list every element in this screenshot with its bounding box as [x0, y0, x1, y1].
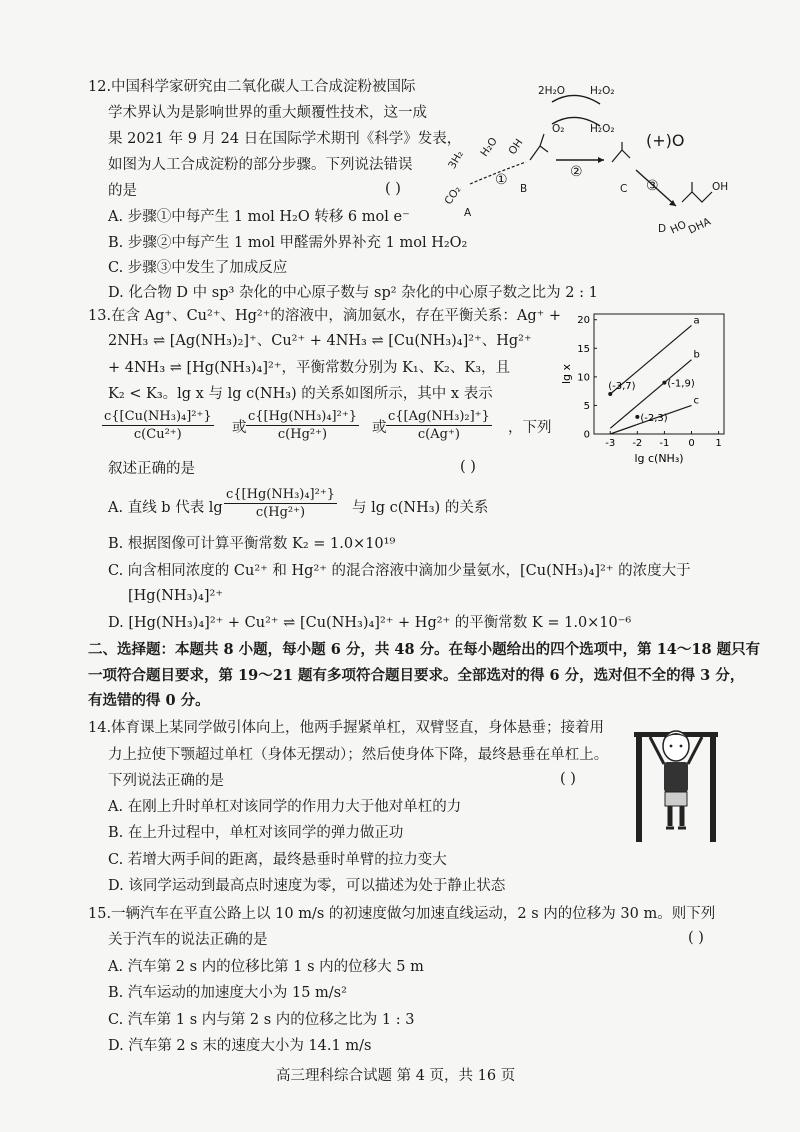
q14-option-c: C. 若增大两手间的距离，最终悬垂时单臂的拉力变大: [108, 852, 447, 868]
diagram-o2: O₂: [552, 123, 565, 135]
pull-up-illustration: [630, 718, 722, 844]
q13-fraction-hg: [246, 408, 359, 443]
y-axis-label: lg x: [560, 363, 573, 385]
q13-line-4: K₂ < K₃。lg x 与 lg c(NH₃) 的关系如图所示，其中 x 表示: [108, 386, 493, 402]
q13-fraction-hg-numerator: c{[Hg(NH₃)₄]²⁺}: [248, 409, 357, 424]
q12-line-1: 12.中国科学家研究由二氧化碳人工合成淀粉被国际: [88, 79, 416, 95]
diagram-label-d: D: [658, 223, 667, 235]
diagram-h2o2-mid: H₂O₂: [590, 123, 615, 135]
x-tick-label: 1: [715, 438, 722, 449]
y-tick-label: 20: [577, 315, 590, 327]
x-tick-label: -3: [605, 438, 616, 449]
y-tick-label: 10: [577, 372, 590, 384]
q15-option-d: D. 汽车第 2 s 末的速度大小为 14.1 m/s: [108, 1038, 372, 1054]
diagram-co2: CO₂: [442, 183, 464, 207]
q12-option-b: B. 步骤②中每产生 1 mol 甲醛需外界补充 1 mol H₂O₂: [108, 235, 468, 251]
q15-line-2: 关于汽车的说法正确的是: [108, 932, 268, 948]
series-label-a: a: [693, 315, 700, 327]
q15-line-1: 15.一辆汽车在平直公路上以 10 m/s 的初速度做匀加速直线运动，2 s 内的位移为 30 m。则下列: [88, 906, 716, 922]
q13-option-c-1: C. 向含相同浓度的 Cu²⁺ 和 Hg²⁺ 的混合溶液中滴加少量氨水，[Cu(NH₃)₄]²⁺ 的浓度大于: [108, 563, 691, 579]
diagram-oh-2: OH: [712, 181, 729, 193]
q13-fraction-ag-numerator: c{[Ag(NH₃)₂]⁺}: [388, 409, 490, 424]
data-point: [608, 392, 612, 396]
q14-option-d: D. 该同学运动到最高点时速度为零，可以描述为处于静止状态: [108, 878, 506, 894]
q13-line-2: 2NH₃ ⇌ [Ag(NH₃)₂]⁺、Cu²⁺ + 4NH₃ ⇌ [Cu(NH₃)₄]²⁺、Hg²⁺: [108, 333, 532, 349]
q13-or-2: 或: [372, 420, 387, 436]
q13-fraction-cu: [102, 408, 214, 443]
y-tick-label: 15: [577, 343, 590, 355]
q13-option-c-2: [Hg(NH₃)₄]²⁺: [128, 588, 223, 604]
q13-line-6: 叙述正确的是: [108, 461, 195, 477]
section-2-line-3: 有选错的得 0 分。: [88, 692, 210, 709]
q12-option-d: D. 化合物 D 中 sp³ 杂化的中心原子数与 sp² 杂化的中心原子数之比为 2 : 1: [108, 285, 598, 301]
q15-option-b: B. 汽车运动的加速度大小为 15 m/s²: [108, 985, 347, 1001]
diagram-3h2: 3H₂: [446, 148, 466, 171]
q12-option-a: A. 步骤①中每产生 1 mol H₂O 转移 6 mol e⁻: [108, 209, 410, 225]
x-tick-label: 0: [688, 438, 695, 449]
formaldehyde-structure: [612, 142, 630, 162]
q14-line-3: 下列说法正确的是: [108, 773, 224, 789]
q15-option-c: C. 汽车第 1 s 内与第 2 s 内的位移之比为 1 : 3: [108, 1012, 415, 1028]
diagram-handwriting: (+)O: [646, 131, 685, 150]
y-tick-label: 0: [583, 429, 590, 441]
q13-option-a-prefix: A. 直线 b 代表 lg: [108, 500, 223, 516]
q13-fraction-ag: [386, 408, 492, 443]
x-tick-label: -1: [659, 438, 670, 449]
q12-answer-bracket: ( ): [385, 181, 401, 197]
diagram-h2o2-top: H₂O₂: [590, 85, 615, 97]
q13-option-a-numerator: c{[Hg(NH₃)₄]²⁺}: [226, 487, 335, 502]
q13-fraction-cu-denominator: c(Cu²⁺): [133, 427, 182, 442]
q15-answer-bracket: ( ): [688, 930, 704, 946]
q14-option-b: B. 在上升过程中，单杠对该同学的弹力做正功: [108, 825, 404, 841]
q13-option-d: D. [Hg(NH₃)₄]²⁺ + Cu²⁺ ⇌ [Cu(NH₃)₄]²⁺ + Hg²⁺ 的平衡常数 K = 1.0×10⁻⁶: [108, 615, 632, 631]
q13-option-a-suffix: 与 lg c(NH₃) 的关系: [352, 500, 489, 516]
data-point: [662, 381, 666, 385]
y-tick-label: 5: [583, 400, 590, 412]
diagram-step3: ③: [646, 178, 659, 194]
series-label-b: b: [693, 349, 700, 361]
diagram-step2: ②: [570, 164, 583, 180]
q15-option-a: A. 汽车第 2 s 内的位移比第 1 s 内的位移大 5 m: [108, 959, 424, 975]
q14-line-1: 14.体育课上某同学做引体向上，他两手握紧单杠，双臂竖直，身体悬垂；接着用: [88, 720, 605, 736]
q14-option-a: A. 在刚上升时单杠对该同学的作用力大于他对单杠的力: [108, 799, 462, 815]
diagram-dha: DHA: [686, 215, 713, 237]
diagram-oh: OH: [506, 136, 526, 157]
q13-fraction-hg-denominator: c(Hg²⁺): [277, 427, 328, 442]
q13-line-3: + 4NH₃ ⇌ [Hg(NH₃)₄]²⁺，平衡常数分别为 K₁、K₂、K₃，且: [108, 360, 511, 376]
diagram-label-a: A: [464, 207, 472, 219]
q13-line-5-tail: ，下列: [508, 420, 552, 436]
q13-answer-bracket: ( ): [460, 459, 476, 475]
q13-fraction-ag-denominator: c(Ag⁺): [417, 427, 460, 442]
q13-option-a-fraction: [224, 486, 337, 521]
methanol-structure: [530, 134, 548, 160]
series-label-c: c: [693, 395, 699, 407]
data-point-label: (-1,9): [667, 378, 695, 390]
q12-line-3: 果 2021 年 9 月 24 日在国际学术期刊《科学》发表，: [108, 131, 462, 147]
data-point-label: (-3,7): [608, 381, 636, 392]
x-tick-label: -2: [632, 438, 643, 449]
diagram-ho: HO: [668, 218, 689, 237]
q13-fraction-cu-numerator: c{[Cu(NH₃)₄]²⁺}: [104, 409, 212, 424]
diagram-label-c: C: [620, 183, 628, 195]
q14-answer-bracket: ( ): [560, 771, 576, 787]
q13-line-1: 13.在含 Ag⁺、Cu²⁺、Hg²⁺的溶液中，滴加氨水，存在平衡关系：Ag⁺ +: [88, 308, 562, 324]
q12-line-5: 的是: [108, 183, 137, 199]
lgx-vs-lgcnh3-chart: [560, 306, 730, 476]
q12-line-2: 学术界认为是影响世界的重大颠覆性技术，这一成: [108, 105, 427, 121]
q13-option-a-denominator: c(Hg²⁺): [255, 505, 306, 520]
x-axis-label: lg c(NH₃): [634, 452, 684, 465]
page-footer: 高三理科综合试题 第 4 页，共 16 页: [276, 1068, 516, 1084]
section-2-line-2: 一项符合题目要求，第 19～21 题有多项符合题目要求。全部选对的得 6 分，选对但不全的得 3 分，: [88, 667, 745, 684]
diagram-step1: ①: [495, 172, 508, 188]
arrow-step2-head: [598, 157, 604, 163]
diagram-2h2o: 2H₂O: [538, 85, 566, 97]
q14-line-2: 力上拉使下颚超过单杠（身体无摆动）；然后使身体下降，最终悬垂在单杠上。: [108, 747, 609, 763]
q12-line-4: 如图为人工合成淀粉的部分步骤。下列说法错误: [108, 157, 413, 173]
diagram-label-b: B: [520, 183, 528, 195]
data-point: [635, 415, 639, 419]
starch-synthesis-diagram: [440, 74, 740, 242]
q12-option-c: C. 步骤③中发生了加成反应: [108, 260, 288, 276]
q13-or-1: 或: [232, 420, 247, 436]
diagram-h2o-small: H₂O: [478, 135, 500, 159]
data-point-label: (-2,3): [640, 412, 668, 424]
section-2-line-1: 二、选择题：本题共 8 小题，每小题 6 分，共 48 分。在每小题给出的四个选项中，第 14～18 题只有: [88, 641, 761, 658]
q13-option-b: B. 根据图像可计算平衡常数 K₂ = 1.0×10¹⁹: [108, 536, 396, 552]
dha-structure: [682, 182, 712, 202]
